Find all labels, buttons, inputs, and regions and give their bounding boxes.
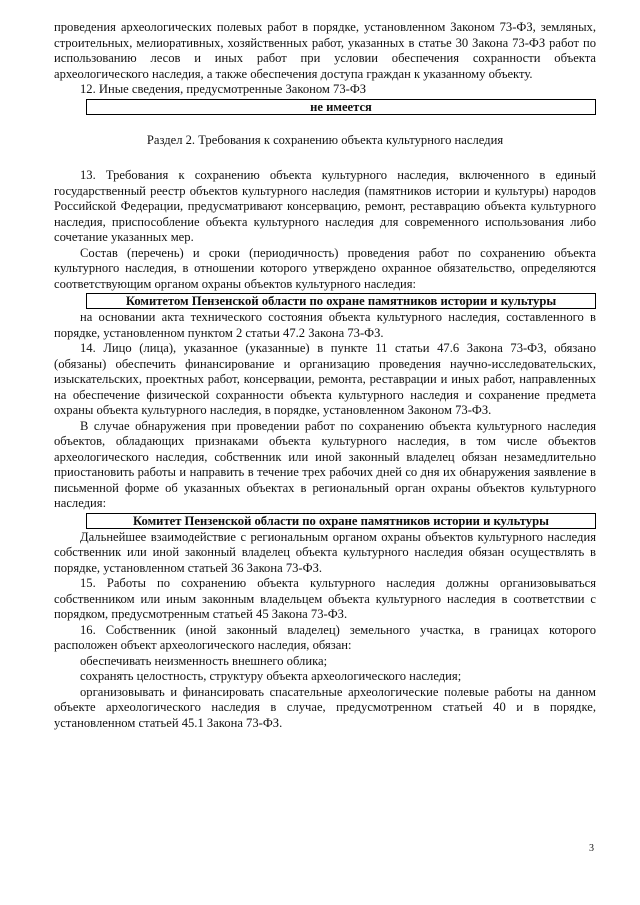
paragraph-12: 12. Иные сведения, предусмотренные Законом 73-ФЗ	[80, 82, 367, 96]
box-komitet-1: Комитетом Пензенской области по охране памятников истории и культуры	[86, 293, 596, 309]
page-number: 3	[589, 843, 594, 854]
paragraph-16: 16. Собственник (иной законный владелец) земельного участка, в границах которого расположен объект археологического наследия, обязан:	[54, 622, 596, 652]
paragraph-dalneishee: Дальнейшее взаимодействие с региональным органом охраны объектов культурного наследия собственник или иной законный владелец объекта культурного наследия обязан осуществлять в порядке, установленном статьей 36 Закона 73-ФЗ.	[54, 529, 596, 575]
paragraph-sluchae: В случае обнаружения при проведении работ по сохранению объекта культурного наследия объектов, обладающих признаками объекта культурного наследия, в том числе объектов археологического наследия, собственник или иной законный владелец обязан незамедлительно приостановить работы и направить в течение трех рабочих дней со дня их обнаружения заявление в письменной форме об указанных объектах в региональный орган охраны объектов культурного наследия:	[54, 418, 596, 510]
paragraph-15: 15. Работы по сохранению объекта культурного наследия должны организовываться собственником или иным законным владельцем объекта культурного наследия в соответствии с порядком, предусмотренным статьей 45 Закона 73-ФЗ.	[54, 576, 596, 621]
page-content	[54, 20, 596, 731]
box-ne-imeetsya: не имеется	[86, 99, 596, 115]
paragraph-16-a: обеспечивать неизменность внешнего облика;	[80, 653, 328, 668]
paragraph-14: 14. Лицо (лица), указанное (указанные) в пункте 11 статьи 47.6 Закона 73-ФЗ, обязано (обязаны) обеспечить финансирование и организацию проведения научно-исследовательских, изыскательских, проектных работ, консервации, ремонта, реставрации и иных работ, направленных на обеспечение физической сохранности объекта культурного наследия и сохранение предмета охраны объекта культурного наследия, в порядке, установленном Законом 73-ФЗ.	[54, 341, 596, 417]
paragraph-osnovanie: на основании акта технического состояния объекта культурного наследия, составленного в порядке, установленном пунктом 2 статьи 47.2 Закона 73-ФЗ.	[54, 310, 596, 340]
paragraph-16-c: организовывать и финансировать спасательные археологические полевые работы на данном объекте археологического наследия в случае, предусмотренном статьей 40 и в порядке, установленном статьей 45.1 Закона 73-ФЗ.	[54, 684, 596, 730]
section-2-title: Раздел 2. Требования к сохранению объекта культурного наследия	[146, 132, 504, 147]
box-komitet-2: Комитет Пензенской области по охране памятников истории и культуры	[86, 513, 596, 529]
paragraph-13: 13. Требования к сохранению объекта культурного наследия, включенного в единый государственный реестр объектов культурного наследия (памятников истории и культуры) народов Российской Федерации, предусматривают консервацию, ремонт, реставрацию объекта культурного наследия, приспособление объекта культурного наследия для современного использования либо сочетание указанных мер.	[54, 168, 596, 244]
paragraph-top: проведения археологических полевых работ в порядке, установленном Законом 73-ФЗ, земляных, строительных, мелиоративных, хозяйственных работ, указанных в статье 30 Закона 73-ФЗ работ по использованию лесов и иных работ при условии обеспечения сохранности объекта археологического наследия, а также обеспечения доступа граждан к указанному объекту.	[54, 20, 596, 81]
paragraph-16-b: сохранять целостность, структуру объекта археологического наследия;	[80, 669, 462, 683]
paragraph-sostav: Состав (перечень) и сроки (периодичность) проведения работ по сохранению объекта культурного наследия, в отношении которого утверждено охранное обязательство, определяются соответствующим органом охраны объектов культурного наследия:	[54, 245, 596, 291]
